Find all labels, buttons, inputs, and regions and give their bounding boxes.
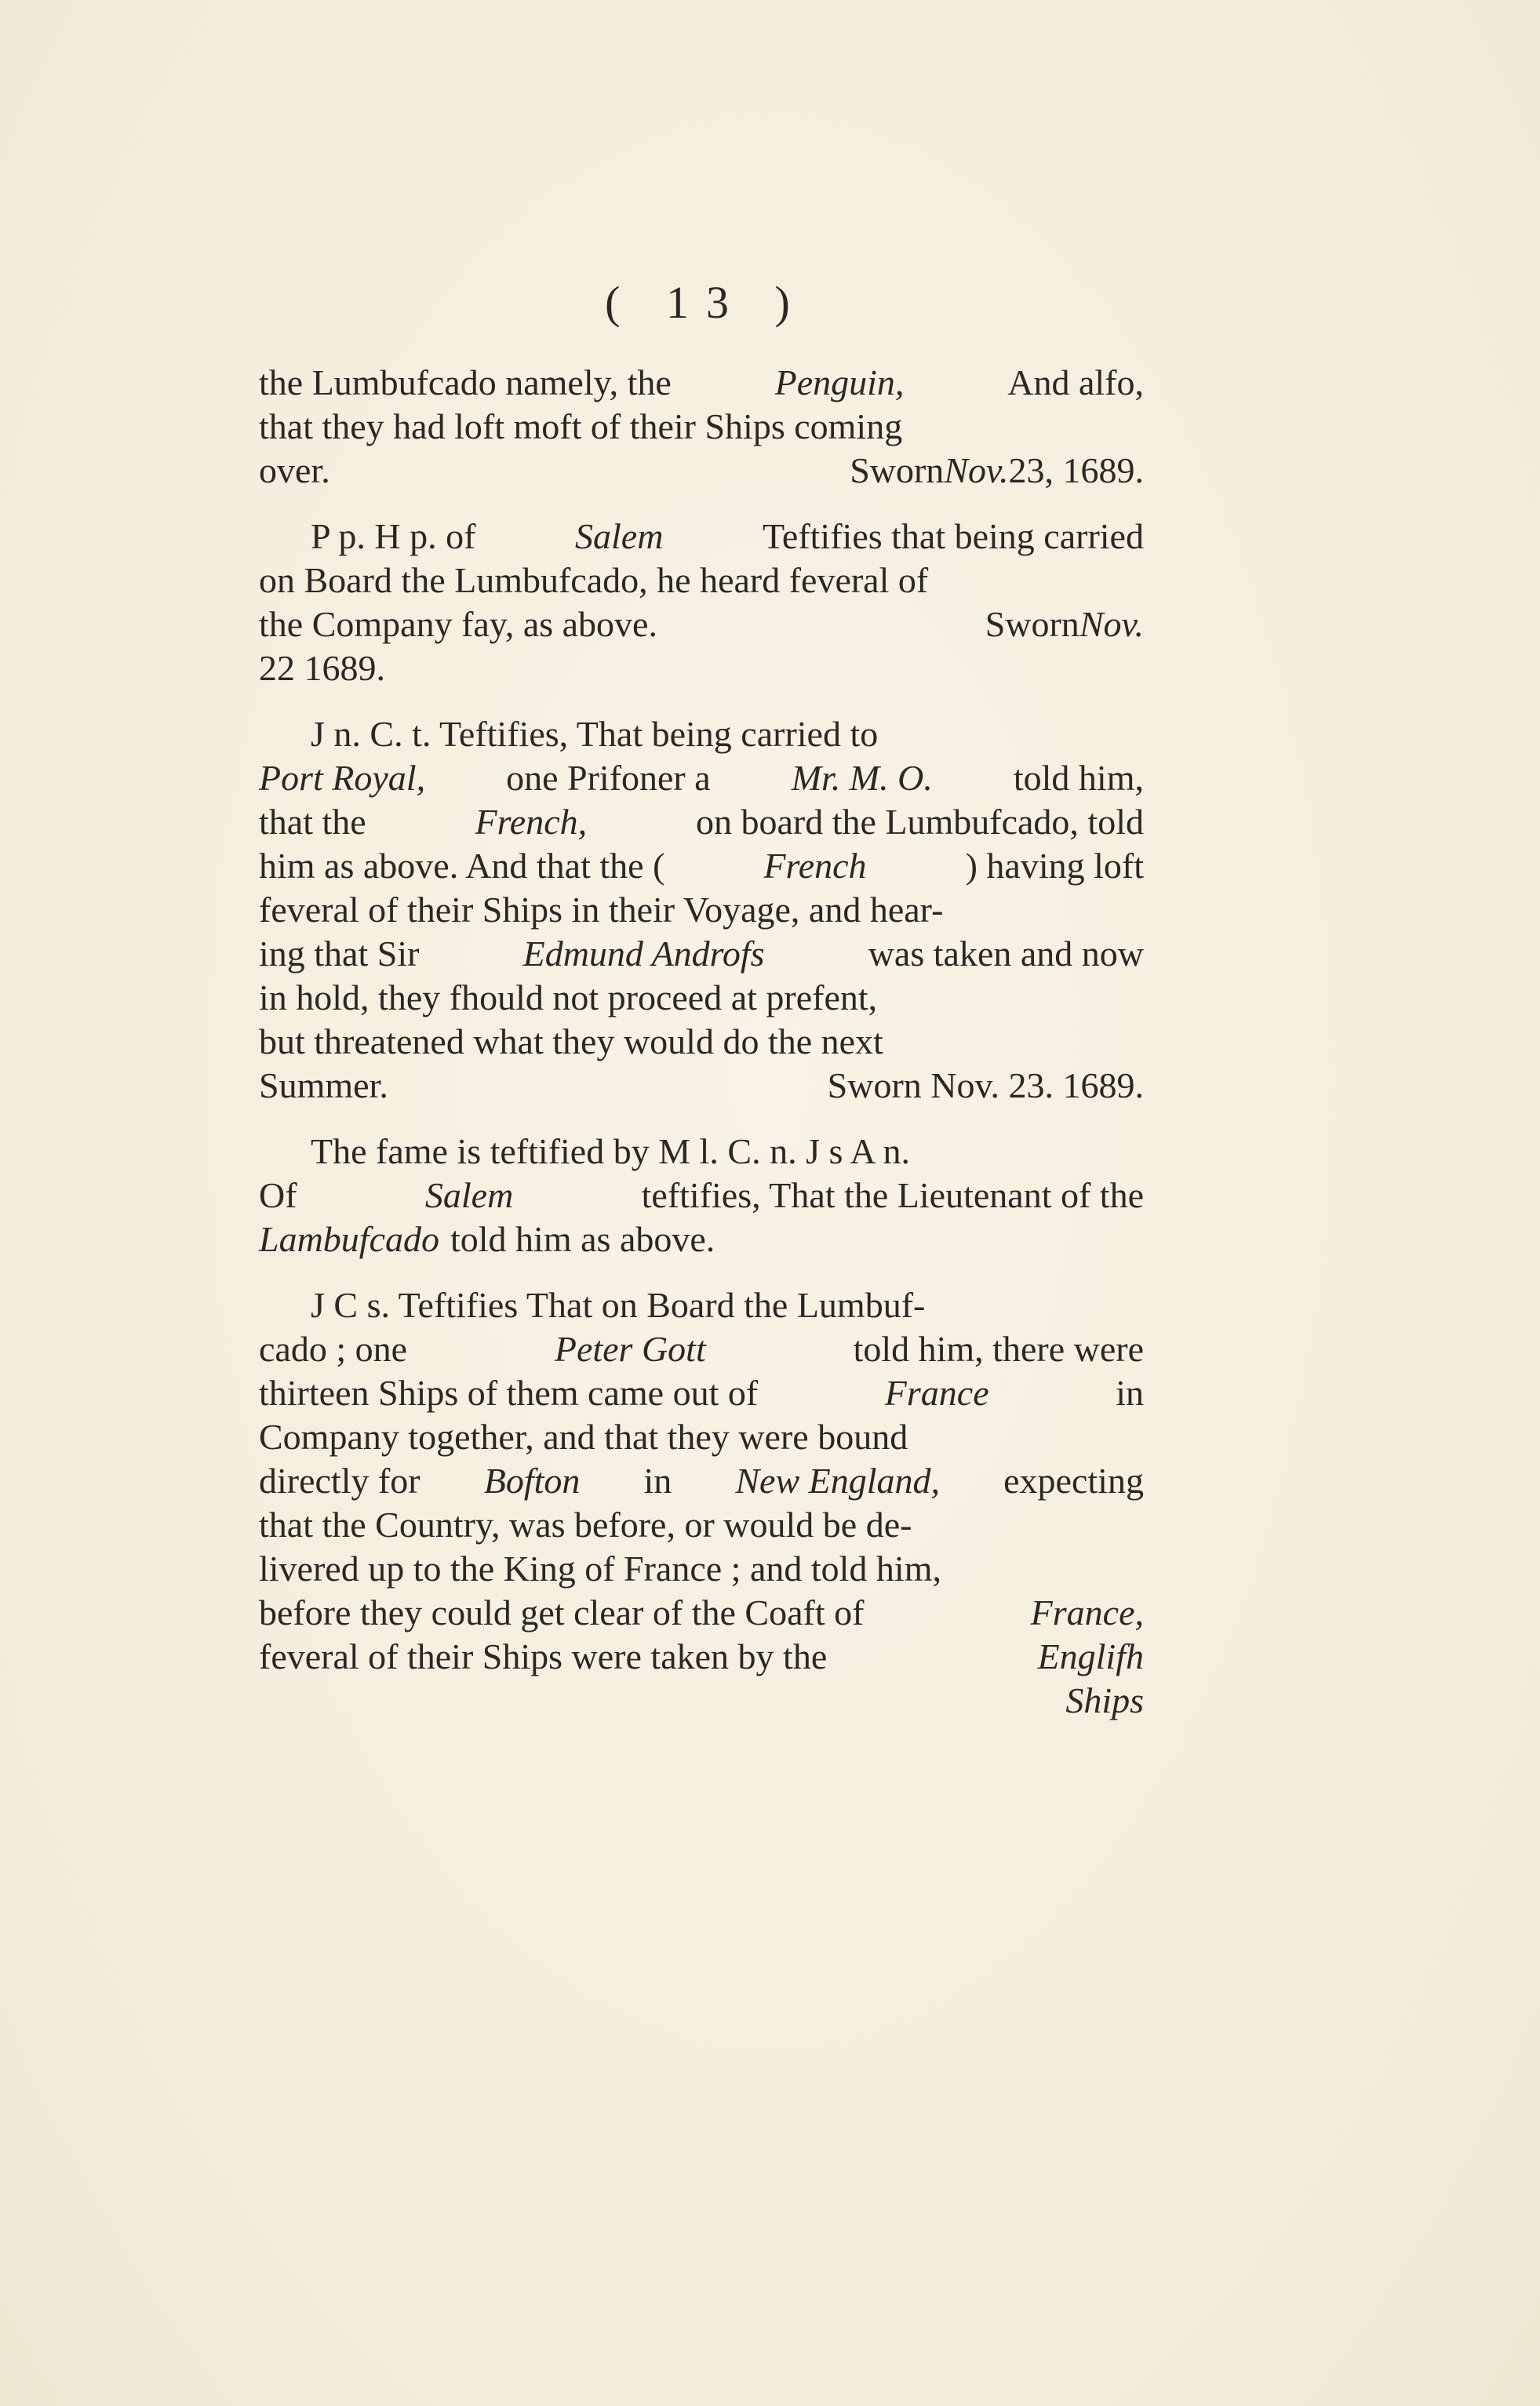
text-line	[259, 1064, 1144, 1108]
italic-text-run: Mr. M. O.	[791, 758, 933, 798]
text-line	[259, 1218, 1144, 1261]
text-run: Sworn Nov. 23. 1689.	[827, 1065, 1144, 1105]
italic-text-run: Nov.	[1079, 604, 1144, 644]
text-run: And alfo,	[1007, 362, 1144, 402]
catchword-text: Ships	[1065, 1680, 1144, 1720]
text-run: that the Country, was before, or would be de-	[259, 1505, 912, 1545]
text-run: Teftifies that being carried	[763, 516, 1144, 556]
text-run: The fame is teftified by M l. C. n. J s A n.	[311, 1131, 911, 1171]
text-run: that the	[259, 802, 366, 842]
italic-text-run: Lambufcado	[259, 1219, 439, 1259]
text-run: was taken and now	[868, 934, 1144, 974]
text-run: the Lumbufcado namely, the	[259, 362, 672, 402]
text-line	[259, 1130, 1144, 1174]
italic-text-run: Salem	[424, 1175, 514, 1215]
text-run: told him as above.	[450, 1219, 715, 1259]
text-run: in	[1116, 1373, 1144, 1413]
text-run: one Prifoner a	[506, 758, 711, 798]
text-run: on Board the Lumbufcado, he heard feveral of	[259, 560, 929, 600]
text-run: expecting	[1003, 1461, 1144, 1501]
text-line	[259, 646, 1144, 690]
text-line	[259, 844, 1144, 888]
text-line	[259, 800, 1144, 844]
text-line	[259, 1020, 1144, 1064]
text-run: Sworn	[985, 604, 1079, 644]
text-line	[259, 1415, 1144, 1459]
text-run: livered up to the King of France ; and told him,	[259, 1549, 941, 1589]
text-line	[259, 405, 1144, 449]
text-run: 23, 1689.	[1008, 450, 1144, 490]
text-run: 22 1689.	[259, 648, 385, 688]
text-line	[259, 888, 1144, 932]
italic-text-run: Edmund Androfs	[522, 934, 765, 974]
text-run: that they had loft moft of their Ships coming	[259, 406, 903, 446]
text-line	[259, 1591, 1144, 1635]
italic-text-run: French	[763, 846, 867, 886]
text-run: cado ; one	[259, 1329, 408, 1369]
text-line	[259, 1547, 1144, 1591]
text-run: J n. C. t. Teftifies, That being carried to	[311, 714, 879, 754]
body-text	[259, 361, 1144, 1723]
page-number: ( 13 )	[605, 277, 807, 328]
text-run: ing that Sir	[259, 934, 420, 974]
italic-text-run: French,	[475, 802, 588, 842]
italic-text-run: France	[884, 1373, 989, 1413]
text-line	[259, 712, 1144, 756]
text-line	[259, 976, 1144, 1020]
text-run: J C s. Teftifies That on Board the Lumbuf-	[311, 1285, 926, 1325]
text-run: thirteen Ships of them came out of	[259, 1373, 759, 1413]
text-line	[259, 559, 1144, 602]
text-run: told him,	[1013, 758, 1144, 798]
text-line	[259, 1503, 1144, 1547]
text-line	[259, 602, 1144, 646]
italic-text-run: Penguin,	[774, 362, 905, 402]
text-line	[259, 1459, 1144, 1503]
italic-text-run: Peter Gott	[554, 1329, 706, 1369]
text-run: ) having loft	[965, 846, 1144, 886]
text-run: him as above. And that the (	[259, 846, 665, 886]
text-run: in hold, they fhould not proceed at prefent,	[259, 977, 878, 1017]
text-line	[259, 756, 1144, 800]
text-run: on board the Lumbufcado, told	[695, 802, 1144, 842]
text-run: Of	[259, 1175, 297, 1215]
text-run: Company together, and that they were bound	[259, 1417, 908, 1457]
italic-text-run: Bofton	[483, 1461, 581, 1501]
text-line	[259, 1283, 1144, 1327]
italic-text-run: Salem	[575, 516, 664, 556]
italic-text-run: New England,	[735, 1461, 941, 1501]
text-run: before they could get clear of the Coaft of	[259, 1592, 865, 1633]
italic-text-run: Englifh	[1037, 1636, 1144, 1676]
text-line	[259, 932, 1144, 976]
text-line	[259, 515, 1144, 559]
text-line	[259, 1635, 1144, 1679]
text-run: Sworn	[850, 450, 945, 490]
text-line	[259, 1371, 1144, 1415]
text-run: in	[643, 1461, 672, 1501]
catchword	[259, 1679, 1144, 1723]
text-line	[259, 361, 1144, 405]
text-run: told him, there were	[853, 1329, 1144, 1369]
text-run: P p. H p. of	[311, 516, 476, 556]
italic-text-run: France,	[1030, 1592, 1144, 1633]
italic-text-run: Nov.	[944, 450, 1009, 490]
text-run: feveral of their Ships in their Voyage, and hear-	[259, 890, 944, 930]
text-line	[259, 1327, 1144, 1371]
text-run: feveral of their Ships were taken by the	[259, 1636, 828, 1676]
italic-text-run: Port Royal,	[259, 758, 426, 798]
text-run: directly for	[259, 1461, 420, 1501]
text-run: over.	[259, 450, 330, 490]
text-run: teftifies, That the Lieutenant of the	[641, 1175, 1144, 1215]
text-line	[259, 449, 1144, 493]
text-run: Summer.	[259, 1065, 388, 1105]
text-run: the Company fay, as above.	[259, 604, 657, 644]
text-line	[259, 1174, 1144, 1218]
text-run: but threatened what they would do the next	[259, 1021, 883, 1061]
